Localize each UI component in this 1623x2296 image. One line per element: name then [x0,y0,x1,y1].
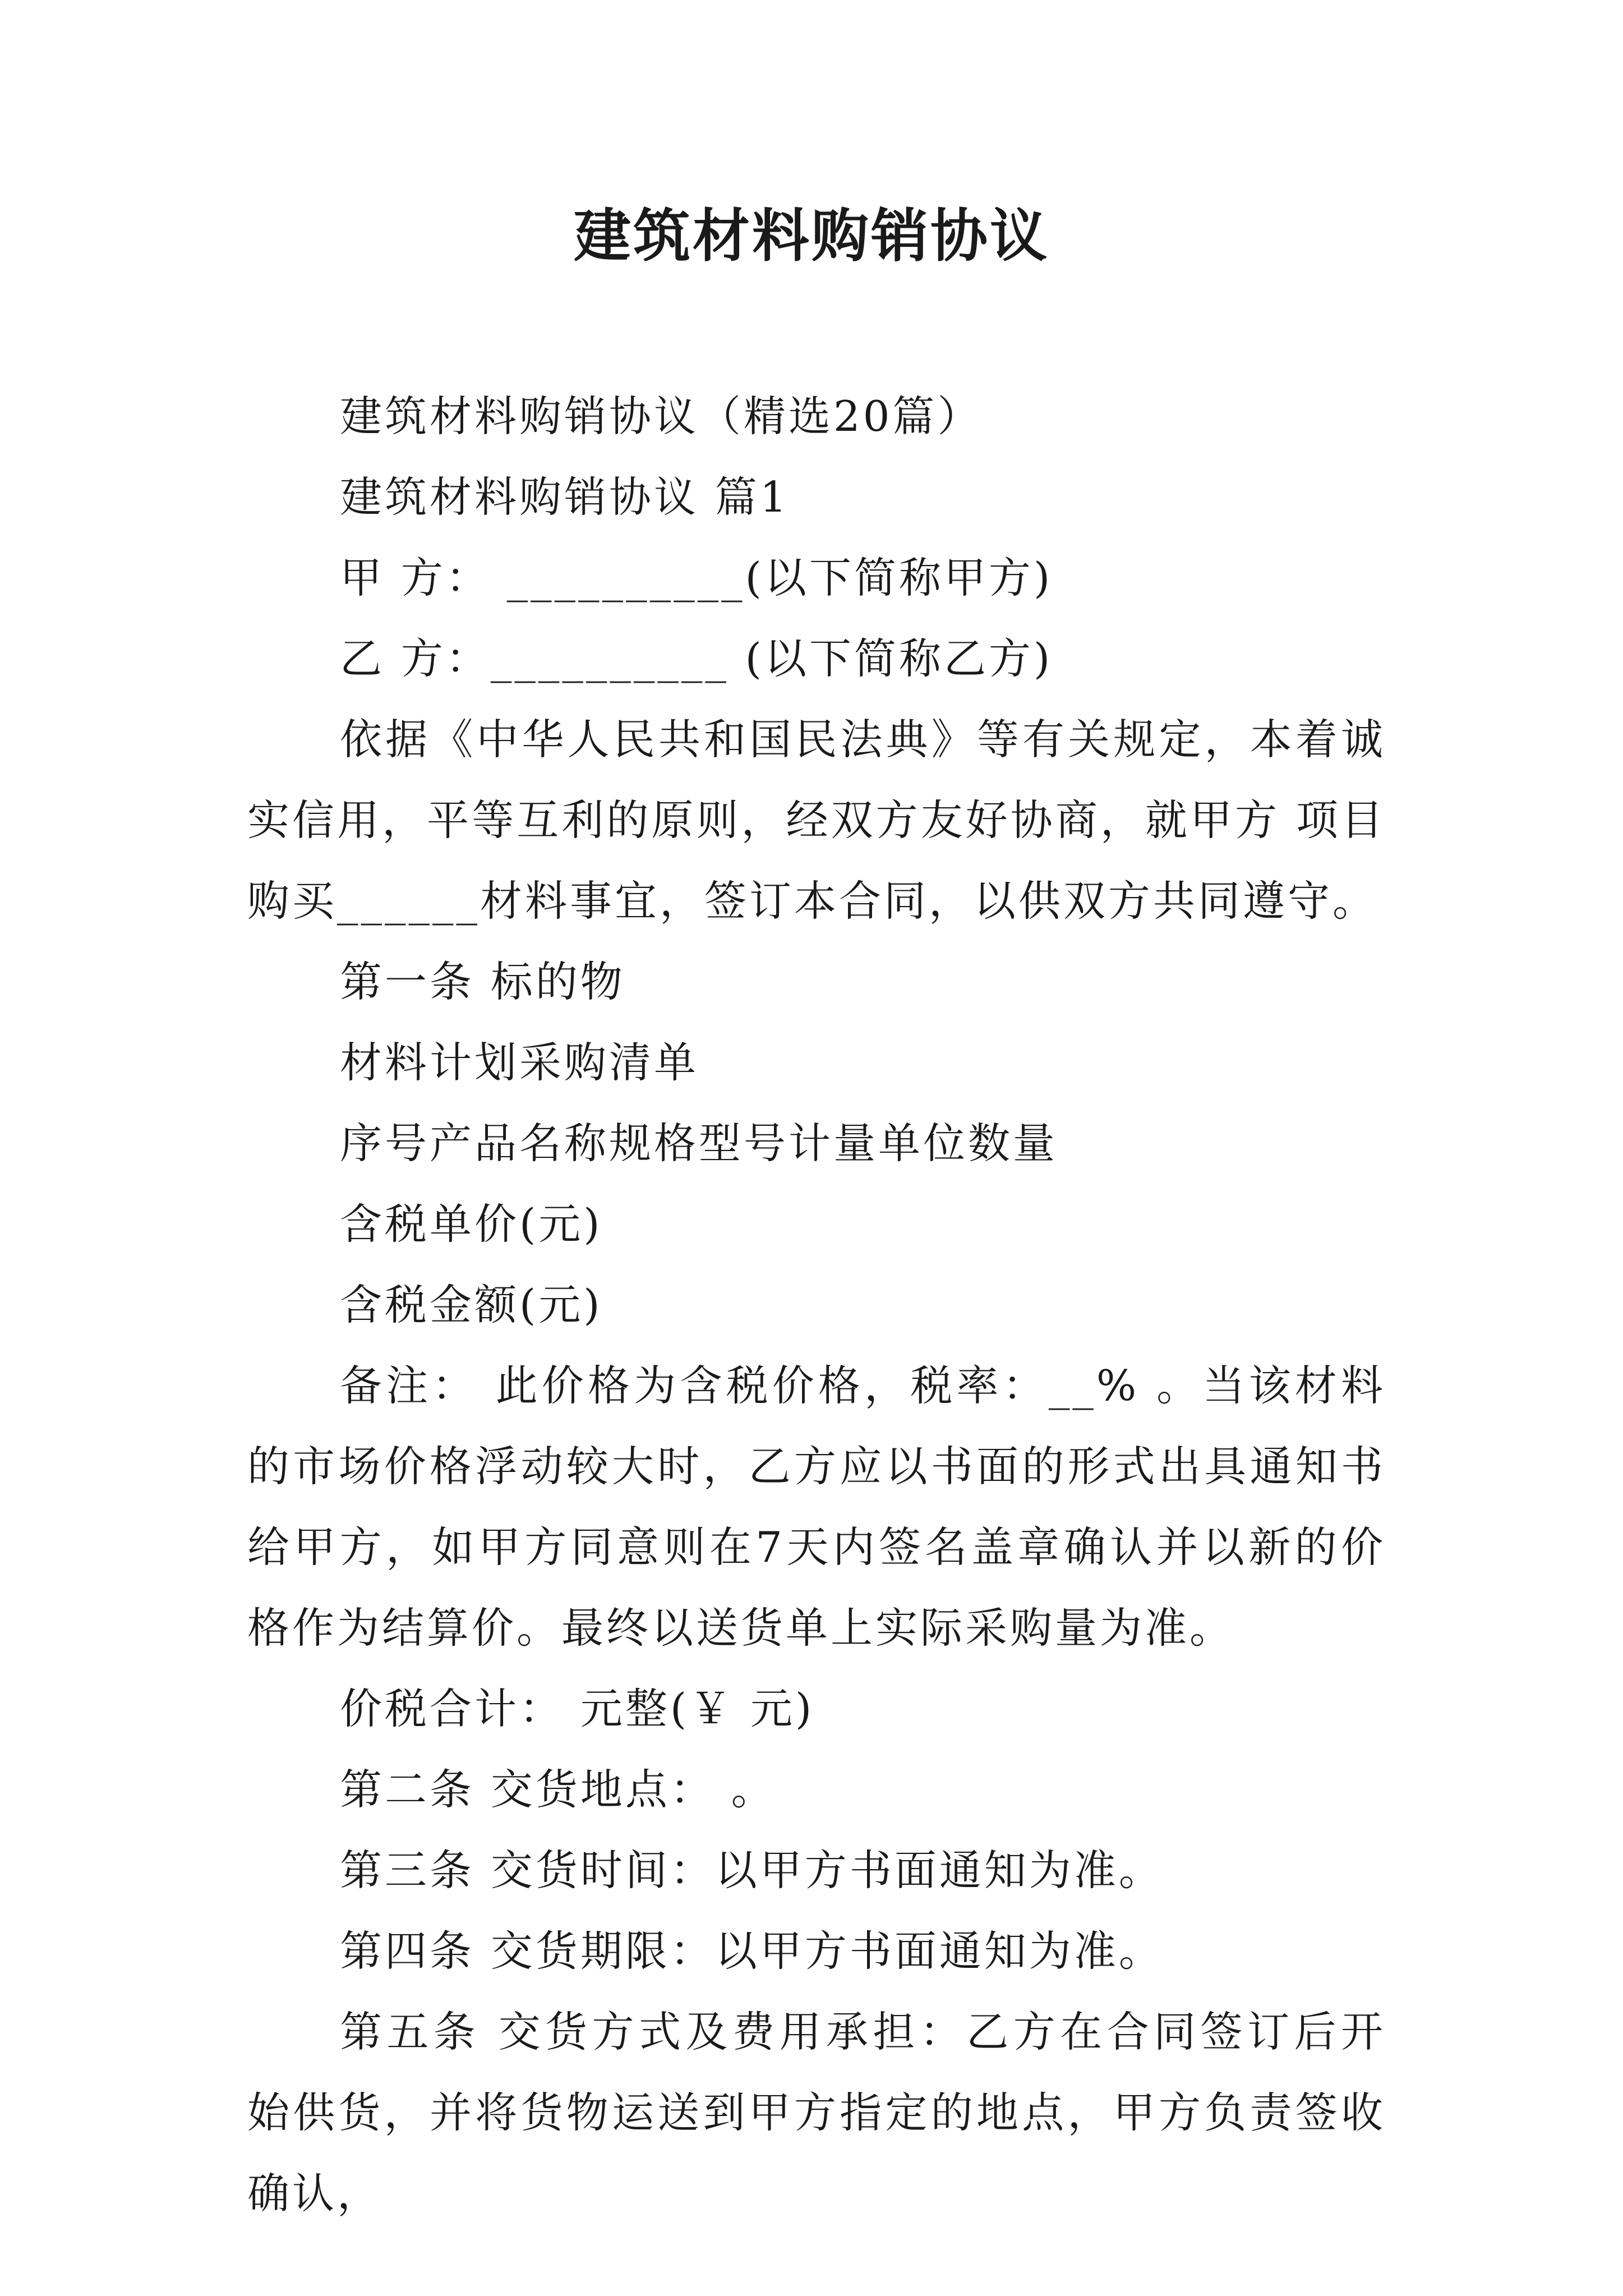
paragraph-article-1: 第一条 标的物 [340,957,625,1006]
paragraph-amount: 含税金额(元) [340,1280,603,1329]
paragraph-collection-title: 建筑材料购销协议（精选20篇） [340,392,983,441]
paragraph-purchase-list: 材料计划采购清单 [340,1038,699,1087]
paragraph-preamble: 依据《中华人民共和国民法典》等有关规定，本着诚实信用，平等互利的原则，经双方友好协商，就甲方 项目购买______材料事宜，签订本合同，以供双方共同遵守。 [247,715,1386,926]
paragraph-list-columns: 序号产品名称规格型号计量单位数量 [340,1119,1058,1168]
paragraph-section-heading: 建筑材料购销协议 篇1 [340,472,790,522]
paragraph-article-4: 第四条 交货期限：以甲方书面通知为准。 [340,1926,1164,1976]
paragraph-article-3: 第三条 交货时间：以甲方书面通知为准。 [340,1846,1164,1895]
document-body [247,376,1386,2234]
paragraph-unit-price: 含税单价(元) [340,1199,603,1249]
document-title: 建筑材料购销协议 [574,203,1049,270]
paragraph-article-2: 第二条 交货地点： 。 [340,1765,776,1814]
paragraph-article-5: 第五条 交货方式及费用承担：乙方在合同签订后开始供货，并将货物运送到甲方指定的地点，甲方负责签收确认， [247,2007,1386,2218]
paragraph-party-b: 乙 方：__________ (以下简称乙方) [340,634,1053,683]
paragraph-party-a: 甲 方： __________(以下简称甲方) [340,553,1053,602]
paragraph-remark: 备注： 此价格为含税价格，税率：__% 。当该材料的市场价格浮动较大时，乙方应以书面的形式出具通知书给甲方，如甲方同意则在7天内签名盖章确认并以新的价格作为结算价。最终以送货单上实际采购量为准。 [247,1361,1386,1653]
paragraph-total: 价税合计： 元整(￥ 元) [340,1684,815,1733]
